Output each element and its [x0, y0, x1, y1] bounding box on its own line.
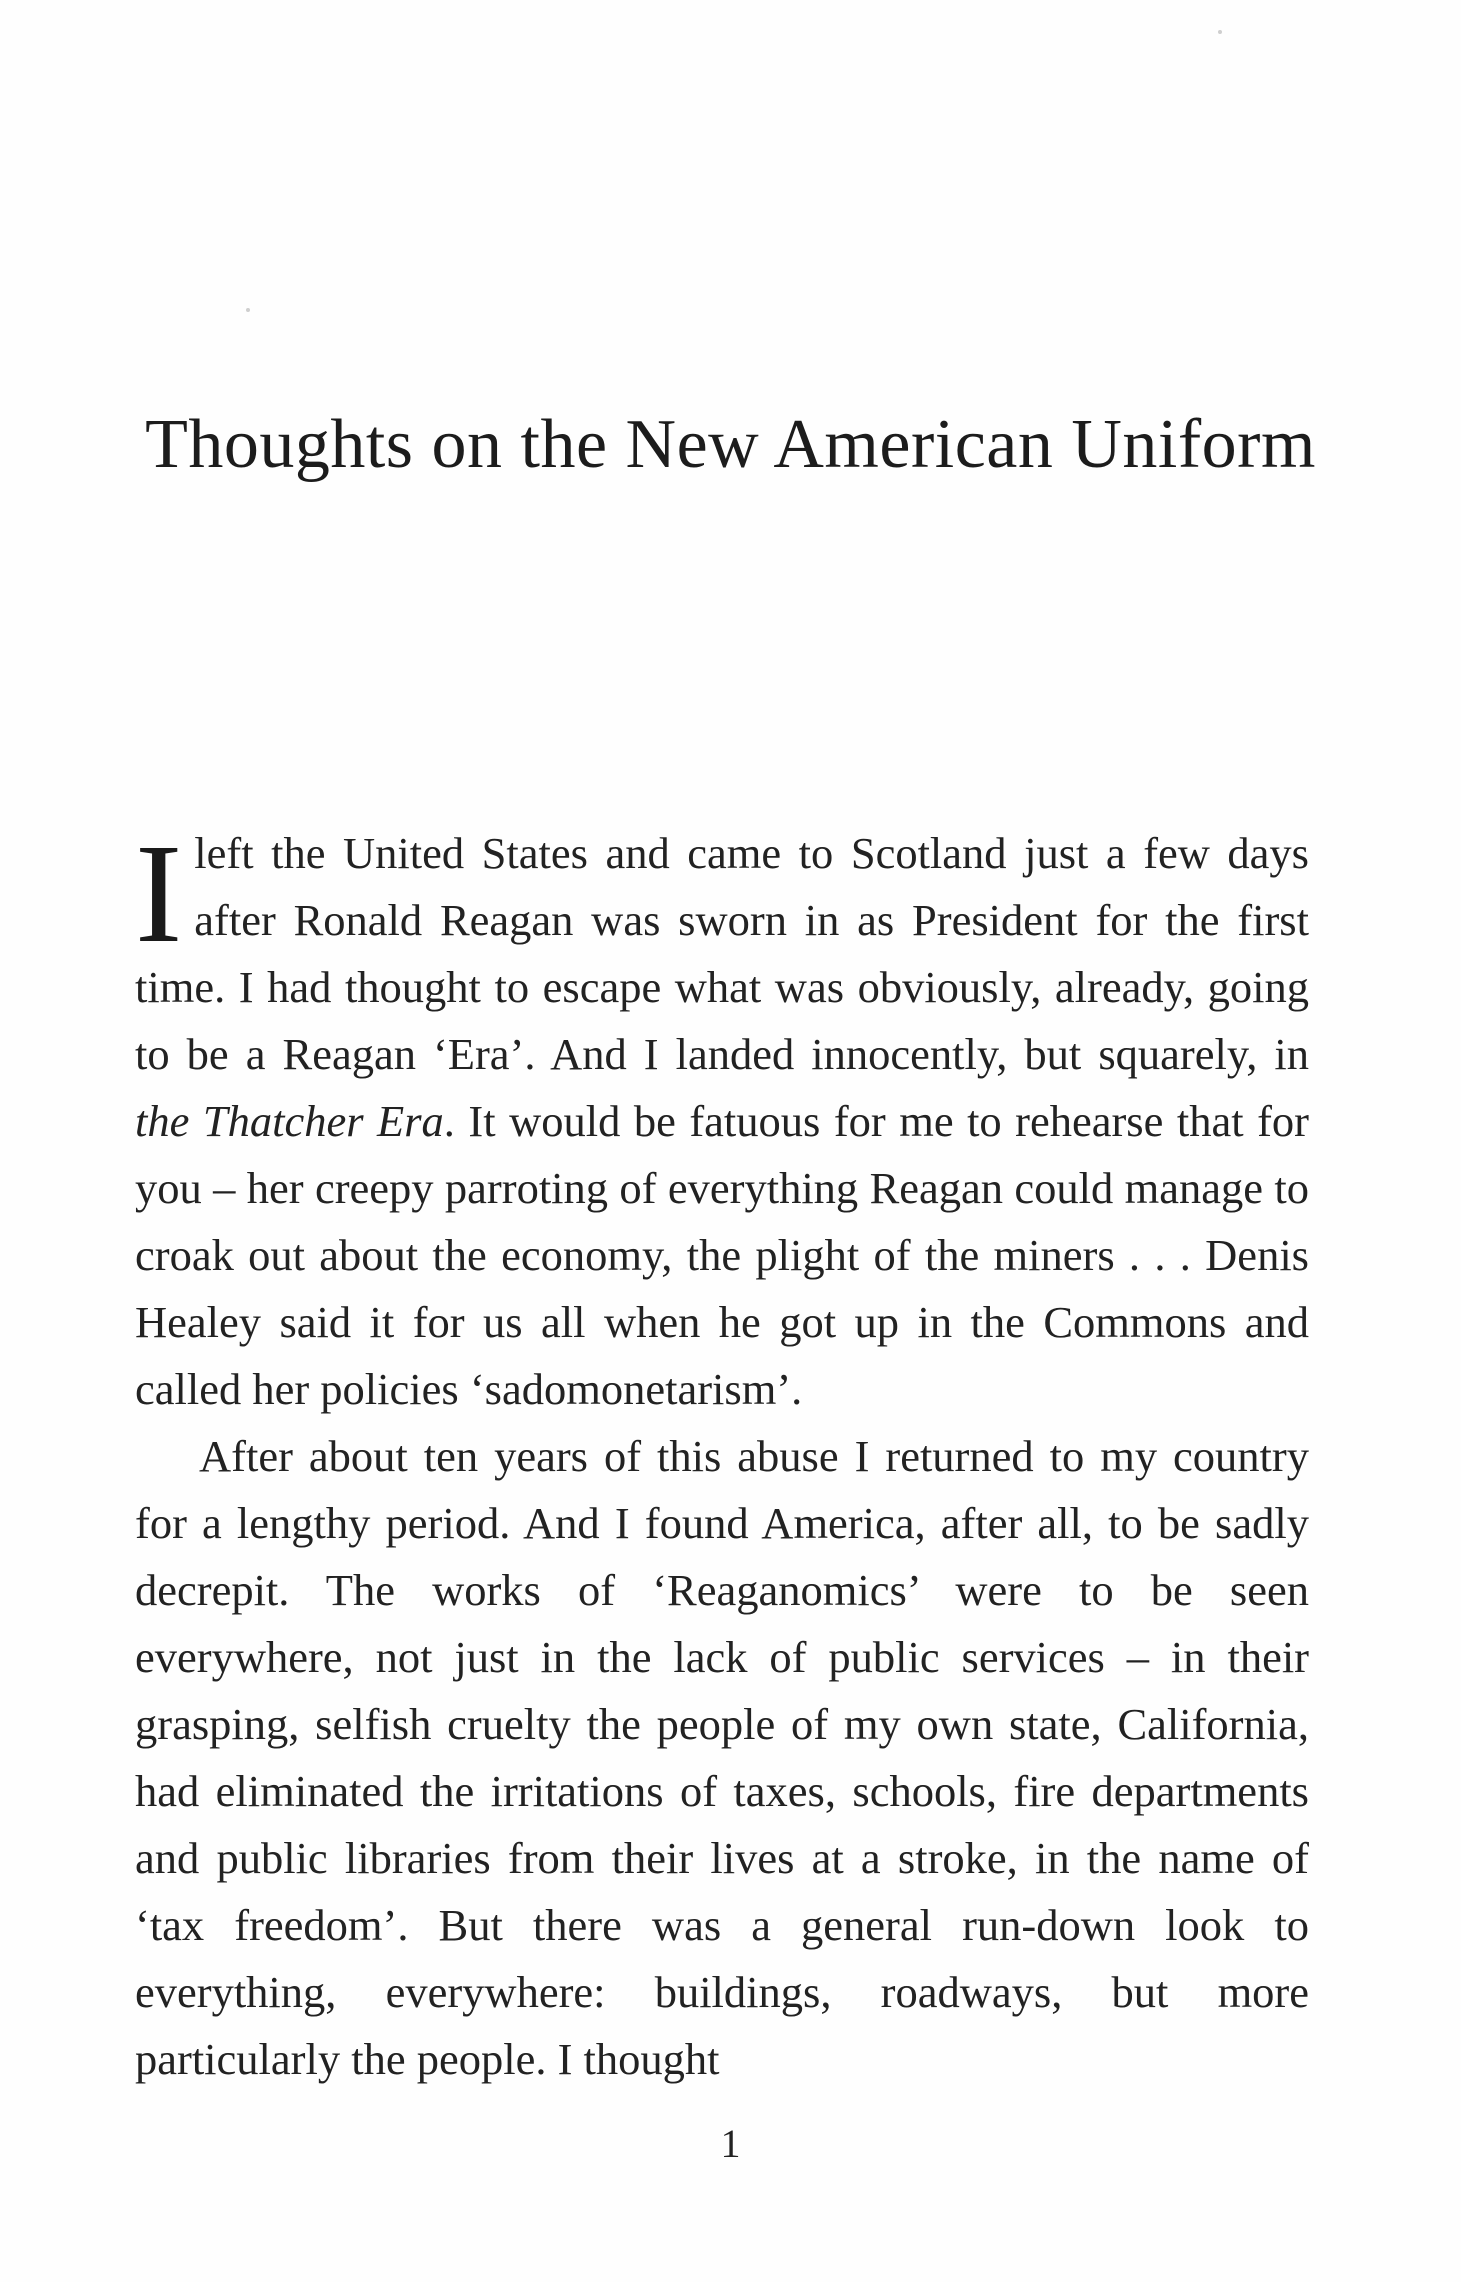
paragraph-1-italic: the Thatcher Era	[135, 1096, 444, 1146]
paragraph-1-text-a: left the United States and came to Scotland just a few days after Ronald Reagan was sworn in as President for the first time. I had thought to escape what was obviously, already, going to be a Reagan ‘Era’. And I landed innocently, but squarely, in	[135, 828, 1309, 1079]
page-number: 1	[720, 2121, 741, 2166]
paragraph-2: After about ten years of this abuse I returned to my country for a lengthy period. And I found America, after all, to be sadly decrepit. The works of ‘Reaganomics’ were to be seen everywhere, not just in the lack of public services – in their grasping, selfish cruelty the people of my own state, California, had eliminated the irritations of taxes, schools, fire departments and public libraries from their lives at a stroke, in the name of ‘tax freedom’. But there was a general run-down look to everything, everywhere: buildings, roadways, but more particularly the people. I thought	[135, 1431, 1309, 2084]
body-text	[135, 814, 1309, 2093]
page-speck	[246, 308, 250, 312]
paragraph-1	[135, 814, 1309, 1423]
chapter-title: Thoughts on the New American Uniform	[145, 406, 1316, 483]
drop-cap: I	[135, 814, 183, 972]
page-speck	[1218, 30, 1222, 34]
paragraph-1-text-b: . It would be fatuous for me to rehearse that for you – her creepy parroting of everything Reagan could manage to croak out about the economy, the plight of the miners . . . Denis Healey said it for us all when he got up in the Commons and called her policies ‘sadomonetarism’.	[135, 1096, 1309, 1414]
